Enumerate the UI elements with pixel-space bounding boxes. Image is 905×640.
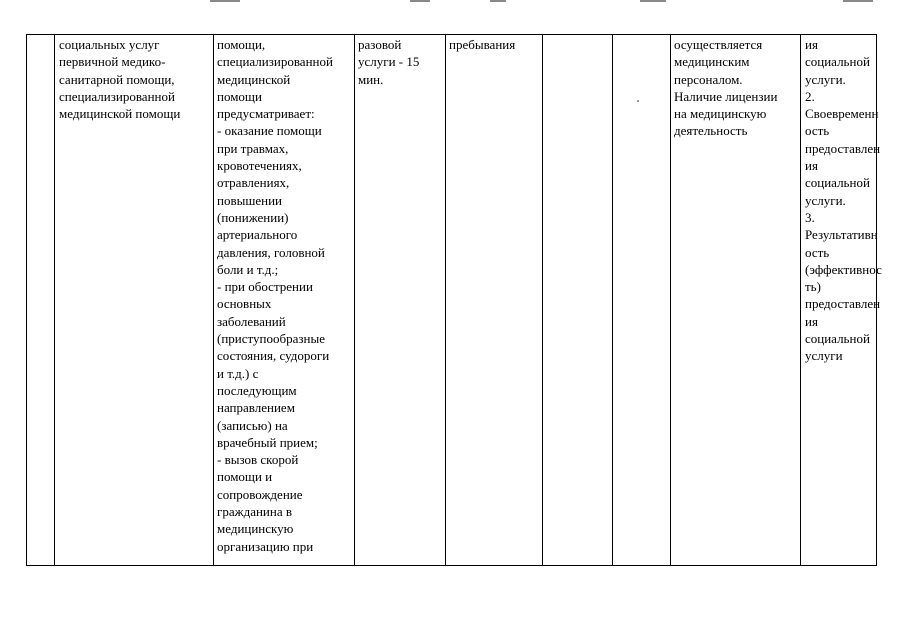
column-border <box>54 34 55 566</box>
cell-text-line: медицинским <box>674 54 750 70</box>
cell-text-line: осуществляется <box>674 37 763 52</box>
table-bottom-border <box>26 565 877 566</box>
cell-text-line: повышении <box>217 192 282 208</box>
cell-text-line: социальных услуг <box>59 37 160 52</box>
cell-text-line: - вызов скорой <box>217 452 299 468</box>
cell-text-line: пребывания <box>449 37 516 52</box>
column-border <box>612 34 613 566</box>
cell-text-line: боли и т.д.; <box>217 261 279 277</box>
cell-text-line: сопровождение <box>217 486 303 502</box>
scan-artifact <box>490 0 506 2</box>
cell-text-line: специализированной <box>217 54 333 70</box>
cell-text-line: 3. <box>805 209 815 225</box>
cell-text-line: специализированной <box>59 88 175 104</box>
cell-text-line: кровотечениях, <box>217 158 302 174</box>
cell-text-line: последующим <box>217 382 297 398</box>
column-border <box>26 34 27 566</box>
cell-text-line: социальной <box>805 175 870 191</box>
scan-artifact <box>640 0 666 2</box>
cell-text-line: направлением <box>217 400 295 416</box>
cell-text-line: мин. <box>358 71 384 87</box>
cell-text-line: медицинскую <box>217 521 294 537</box>
scan-speck <box>637 100 639 102</box>
cell-text-line: (эффективнос <box>805 261 882 277</box>
cell-text-line: (записью) на <box>217 417 288 433</box>
cell-text-line: помощи <box>217 88 262 104</box>
scan-artifact <box>843 0 873 2</box>
cell-text-line: услуги. <box>805 192 846 208</box>
cell-text-line: (приступообразные <box>217 331 325 347</box>
cell-text-line: предоставлен <box>805 140 881 156</box>
cell-text-line: Своевременн <box>805 106 879 122</box>
cell-text-line: отравлениях, <box>217 175 290 191</box>
cell-text-line: предоставлен <box>805 296 881 312</box>
cell-text-line: - оказание помощи <box>217 123 322 139</box>
cell-service-stay <box>449 36 515 53</box>
cell-text-line: ость <box>805 123 830 139</box>
cell-text-line: при травмах, <box>217 140 289 156</box>
cell-text-line: 2. <box>805 88 815 104</box>
column-border <box>542 34 543 566</box>
cell-text-line: услуги. <box>805 71 846 87</box>
cell-text-line: и т.д.) с <box>217 365 259 381</box>
column-border <box>670 34 671 566</box>
scan-artifact <box>210 0 240 2</box>
cell-text-line: медицинской помощи <box>59 106 181 122</box>
cell-service-duration <box>358 36 419 88</box>
cell-text-line: социальной <box>805 54 870 70</box>
cell-text-line: основных <box>217 296 272 312</box>
cell-text-line: ия <box>805 313 818 329</box>
cell-text-line: (понижении) <box>217 209 289 225</box>
cell-text-line: ия <box>805 158 818 174</box>
cell-text-line: деятельность <box>674 123 748 139</box>
cell-text-line: Результативн <box>805 227 878 243</box>
cell-text-line: врачебный прием; <box>217 434 318 450</box>
cell-text-line: заболеваний <box>217 313 286 329</box>
cell-text-line: состояния, судороги <box>217 348 330 364</box>
cell-text-line: на медицинскую <box>674 106 767 122</box>
cell-service-quality <box>805 36 882 365</box>
cell-text-line: услуги - 15 <box>358 54 420 70</box>
cell-text-line: ия <box>805 37 818 52</box>
cell-text-line: помощи, <box>217 37 266 52</box>
table-top-border <box>26 34 877 35</box>
cell-text-line: предусматривает: <box>217 106 315 122</box>
cell-text-line: давления, головной <box>217 244 325 260</box>
column-border <box>354 34 355 566</box>
cell-text-line: разовой <box>358 37 402 52</box>
cell-text-line: помощи и <box>217 469 273 485</box>
scan-artifact <box>410 0 430 2</box>
cell-text-line: организацию при <box>217 538 314 554</box>
cell-text-line: персоналом. <box>674 71 743 87</box>
cell-text-line: Наличие лицензии <box>674 88 778 104</box>
cell-text-line: услуги <box>805 348 843 364</box>
column-border <box>445 34 446 566</box>
cell-text-line: социальной <box>805 331 870 347</box>
cell-text-line: санитарной помощи, <box>59 71 175 87</box>
cell-service-name <box>59 36 180 122</box>
cell-text-line: гражданина в <box>217 504 292 520</box>
cell-text-line: ость <box>805 244 830 260</box>
cell-text-line: первичной медико- <box>59 54 166 70</box>
column-border <box>213 34 214 566</box>
cell-text-line: ть) <box>805 279 821 295</box>
cell-text-line: - при обострении <box>217 279 313 295</box>
cell-text-line: артериального <box>217 227 298 243</box>
cell-service-description <box>217 36 333 555</box>
cell-text-line: медицинской <box>217 71 291 87</box>
cell-service-conditions <box>674 36 777 140</box>
column-border <box>800 34 801 566</box>
